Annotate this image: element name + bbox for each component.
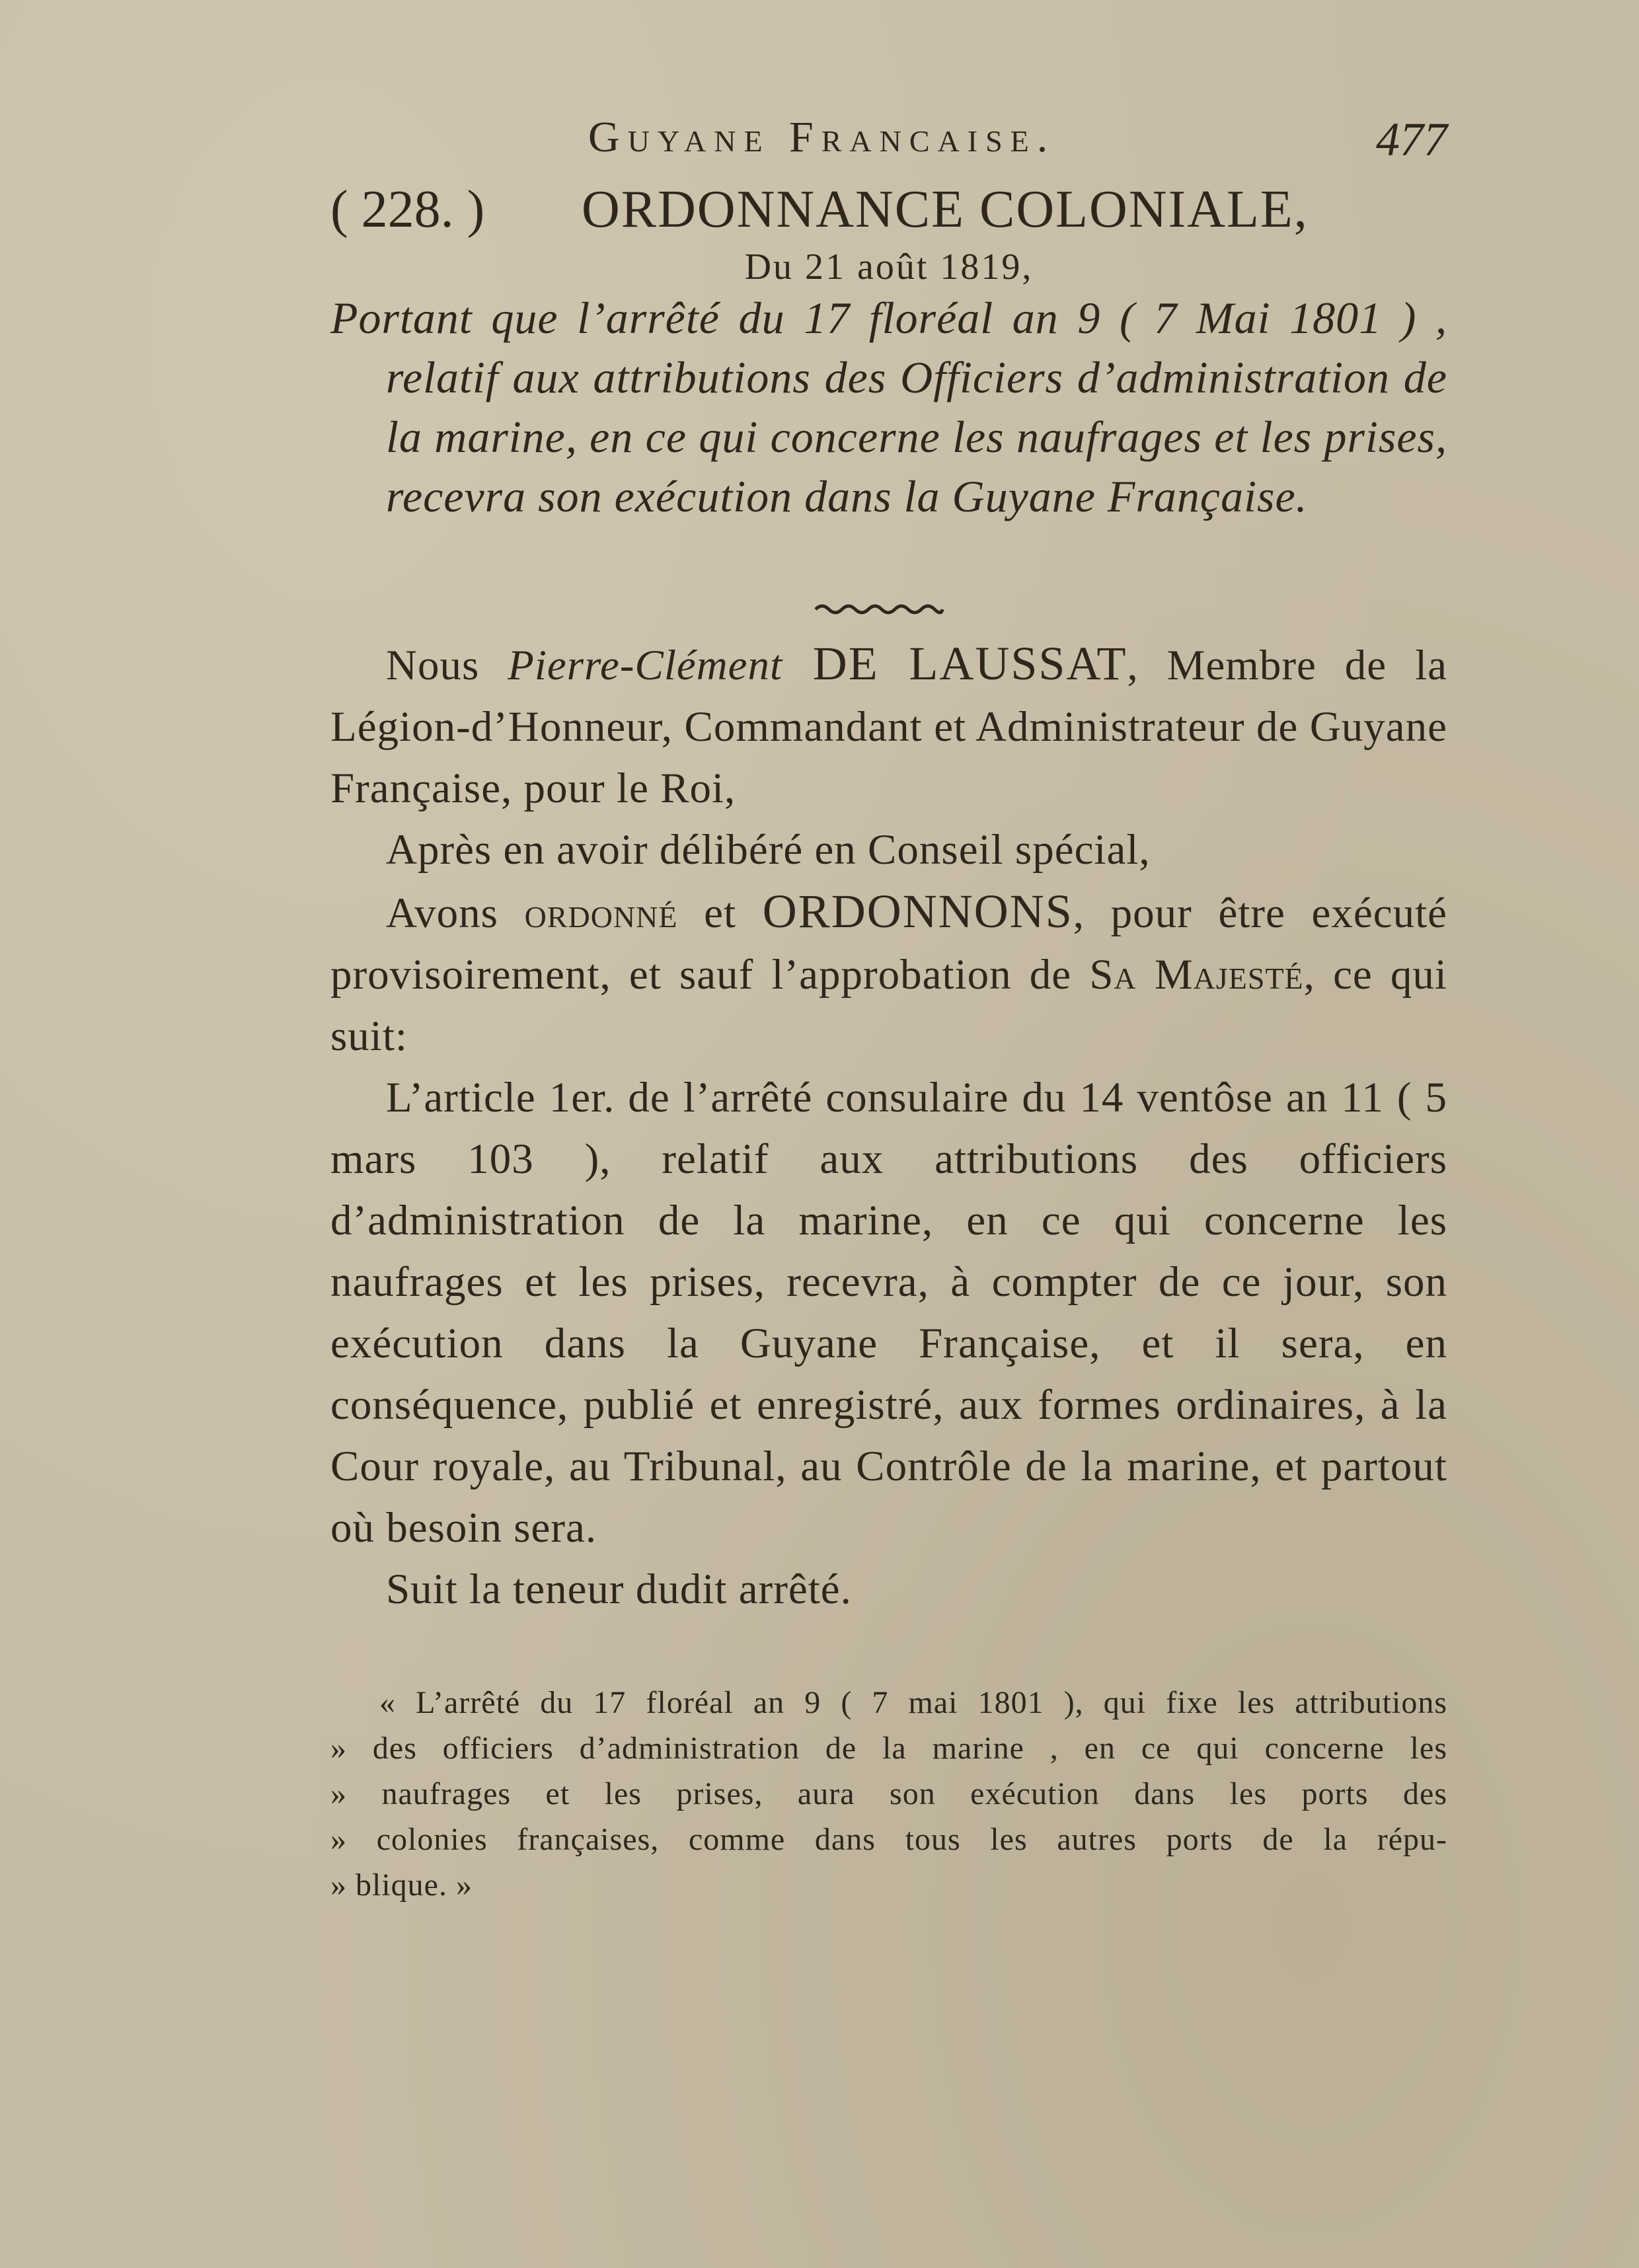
quoted-decree <box>330 1680 1447 1908</box>
quote-line: » des officiers d’administration de la marine , en ce qui concerne les <box>330 1731 1447 1766</box>
quote-line: « L’arrêté du 17 floréal an 9 ( 7 mai 1801 ), qui fixe les attributions <box>379 1685 1447 1720</box>
article-paragraph: L’article 1er. de l’arrêté consulaire du 14 ventôse an 11 ( 5 mars 103 ), relatif aux attributions des officiers d’administration de la marine, en ce qui concerne les naufrages et les prises, recevra, à compter de ce jour, son exécution dans la Guyane Française, et il sera, en conséquence, publié et enregistré, aux formes ordinaires, à la Cour royale, au Tribunal, au Contrôle de la marine, et partout où besoin sera. <box>330 1074 1447 1552</box>
running-title: Guyane Francaise. <box>588 113 1056 161</box>
quote-line: » blique. » <box>330 1868 473 1903</box>
ordinance-title: ORDONNANCE COLONIALE, <box>582 180 1309 239</box>
ordinance-summary: Portant que l’arrêté du 17 floréal an 9 ( 7 Mai 1801 ) , relatif aux attributions des Officiers d’administration de la marine, en ce qui concerne les naufrages et les prises, recevra son exécution dans la Guyane Française. <box>330 293 1447 521</box>
author-surname: DE LAUSSAT <box>782 637 1127 690</box>
ornament-divider <box>813 601 945 617</box>
ordinance-body <box>330 633 1447 1620</box>
preamble-paragraph: Nous Pierre-Clément DE LAUSSAT, Membre de la Légion-d’Honneur, Commandant et Administrateur de Guyane Française, pour le Roi, <box>330 637 1447 812</box>
deliberation-paragraph: Après en avoir délibéré en Conseil spécial, <box>386 826 1151 874</box>
quote-line: » colonies françaises, comme dans tous les autres ports de la répu- <box>330 1822 1447 1857</box>
decree-paragraph: Avons ordonné et ORDONNONS, pour être exécuté provisoirement, et sauf l’approbation de Sa Majesté, ce qui suit: <box>330 885 1447 1060</box>
tenor-paragraph: Suit la teneur dudit arrêté. <box>386 1566 852 1613</box>
quote-line: » naufrages et les prises, aura son exécution dans les ports des <box>330 1776 1447 1811</box>
author-given-name: Pierre-Clément <box>508 642 783 689</box>
ordinance-date: Du 21 août 1819, <box>744 246 1034 287</box>
ordinance-number: ( 228. ) <box>330 180 485 239</box>
page-header <box>330 112 1447 172</box>
ordinance-title-row <box>330 180 1447 252</box>
page-number: 477 <box>1376 113 1447 166</box>
